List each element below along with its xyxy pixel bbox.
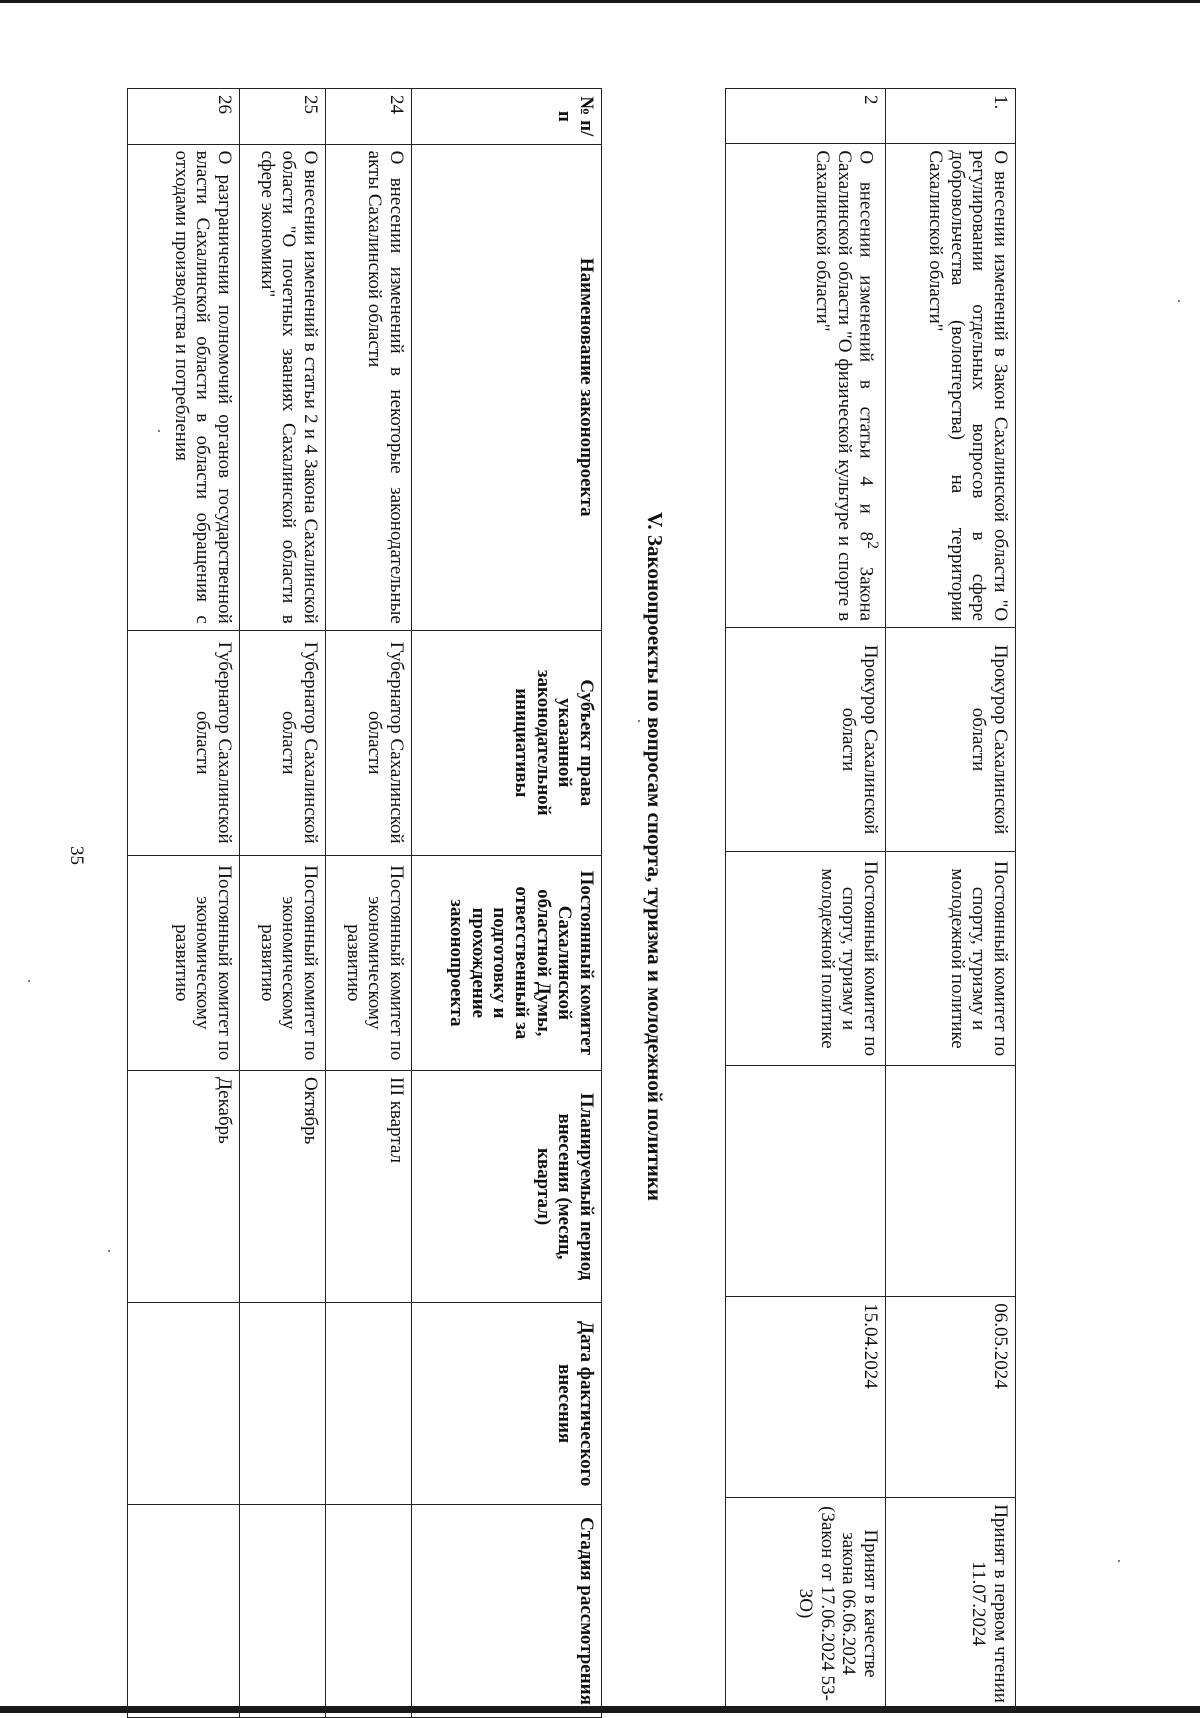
bill-stage bbox=[128, 1505, 240, 1718]
bill-committee: Постоянный комитет по экономическому развитию bbox=[128, 855, 240, 1070]
bill-name-part: О внесении изменений в статьи 4 и 8 bbox=[855, 150, 877, 542]
bill-name: О внесении изменений в некоторые законодательные акты Сахалинской области bbox=[326, 144, 412, 630]
row-number: 2 bbox=[726, 89, 886, 144]
table-row bbox=[240, 89, 326, 1718]
header-number: № п/п bbox=[412, 89, 602, 145]
row-number: 1. bbox=[886, 89, 1016, 144]
bill-name: О разграничении полномочий органов государственной власти Сахалинской области в области обращения с отходами производства и потребления bbox=[128, 144, 240, 630]
bill-period: Декабрь bbox=[128, 1070, 240, 1302]
row-number: 25 bbox=[240, 89, 326, 145]
bills-table bbox=[127, 88, 602, 1718]
bill-subject: Губернатор Сахалинской области bbox=[128, 630, 240, 855]
bill-date bbox=[240, 1303, 326, 1505]
scan-speck bbox=[158, 430, 160, 432]
table-row bbox=[886, 89, 1016, 1710]
header-committee: Постоянный комитет Сахалинской областной Думы, ответственный за подготовку и прохождение законопроекта bbox=[412, 855, 602, 1070]
bill-stage bbox=[326, 1505, 412, 1718]
bill-period: Октябрь bbox=[240, 1070, 326, 1302]
bill-period: III квартал bbox=[326, 1070, 412, 1302]
bill-name: О внесении изменений в статьи 2 и 4 Закона Сахалинской области "О почетных званиях Сахалинской области в сфере экономики" bbox=[240, 144, 326, 630]
bill-period bbox=[726, 1066, 886, 1297]
bill-subject: Прокурор Сахалинской области bbox=[726, 628, 886, 852]
header-name: Наименование законопроекта bbox=[412, 144, 602, 630]
sport-bills-table bbox=[725, 88, 1016, 1710]
superscript: 2 bbox=[864, 541, 881, 550]
table-header-row bbox=[412, 89, 602, 1718]
header-stage: Стадия рассмотрения bbox=[412, 1505, 602, 1718]
header-subject: Субъект права указанной законодательной инициативы bbox=[412, 630, 602, 855]
bill-name: О внесении изменений в Закон Сахалинской области "О регулировании отдельных вопросов в сфере добровольчества (волонтерства) на территории Сахалинской области" bbox=[886, 144, 1016, 628]
header-period: Планируемый период внесения (месяц, квартал) bbox=[412, 1070, 602, 1302]
bill-date bbox=[128, 1303, 240, 1505]
scan-speck bbox=[638, 720, 640, 722]
bill-subject: Губернатор Сахалинской области bbox=[326, 630, 412, 855]
scan-speck bbox=[108, 1250, 110, 1252]
bill-period bbox=[886, 1066, 1016, 1297]
row-number: 26 bbox=[128, 89, 240, 145]
bill-subject: Губернатор Сахалинской области bbox=[240, 630, 326, 855]
bill-committee: Постоянный комитет по экономическому развитию bbox=[240, 855, 326, 1070]
scan-speck bbox=[1178, 300, 1180, 302]
bill-name bbox=[726, 144, 886, 628]
bill-stage: Принят в качестве закона 06.06.2024 (Закон от 17.06.2024 53-ЗО) bbox=[726, 1498, 886, 1710]
scan-speck bbox=[28, 980, 30, 982]
table-row bbox=[726, 89, 886, 1710]
bill-stage: Принят в первом чтении 11.07.2024 bbox=[886, 1498, 1016, 1710]
bill-committee: Постоянный комитет по экономическому развитию bbox=[326, 855, 412, 1070]
header-date: Дата фактического внесения bbox=[412, 1303, 602, 1505]
row-number: 24 bbox=[326, 89, 412, 145]
table-row bbox=[128, 89, 240, 1718]
bill-date: 15.04.2024 bbox=[726, 1297, 886, 1498]
bill-committee: Постоянный комитет по спорту, туризму и молодежной политике bbox=[726, 851, 886, 1065]
table-row bbox=[326, 89, 412, 1718]
bill-subject: Прокурор Сахалинской области bbox=[886, 628, 1016, 852]
bill-stage bbox=[240, 1505, 326, 1718]
section-title: V. Законопроекты по вопросам спорта, туризма и молодежной политики bbox=[643, 511, 667, 1202]
scan-speck bbox=[1118, 1560, 1120, 1562]
bill-committee: Постоянный комитет по спорту, туризму и молодежной политике bbox=[886, 851, 1016, 1065]
bill-date bbox=[326, 1303, 412, 1505]
bill-name-part: Закона Сахалинской области "О физической культуре и спорте в Сахалинской области" bbox=[812, 150, 877, 622]
page-number: 35 bbox=[66, 846, 87, 865]
bill-date: 06.05.2024 bbox=[886, 1297, 1016, 1498]
